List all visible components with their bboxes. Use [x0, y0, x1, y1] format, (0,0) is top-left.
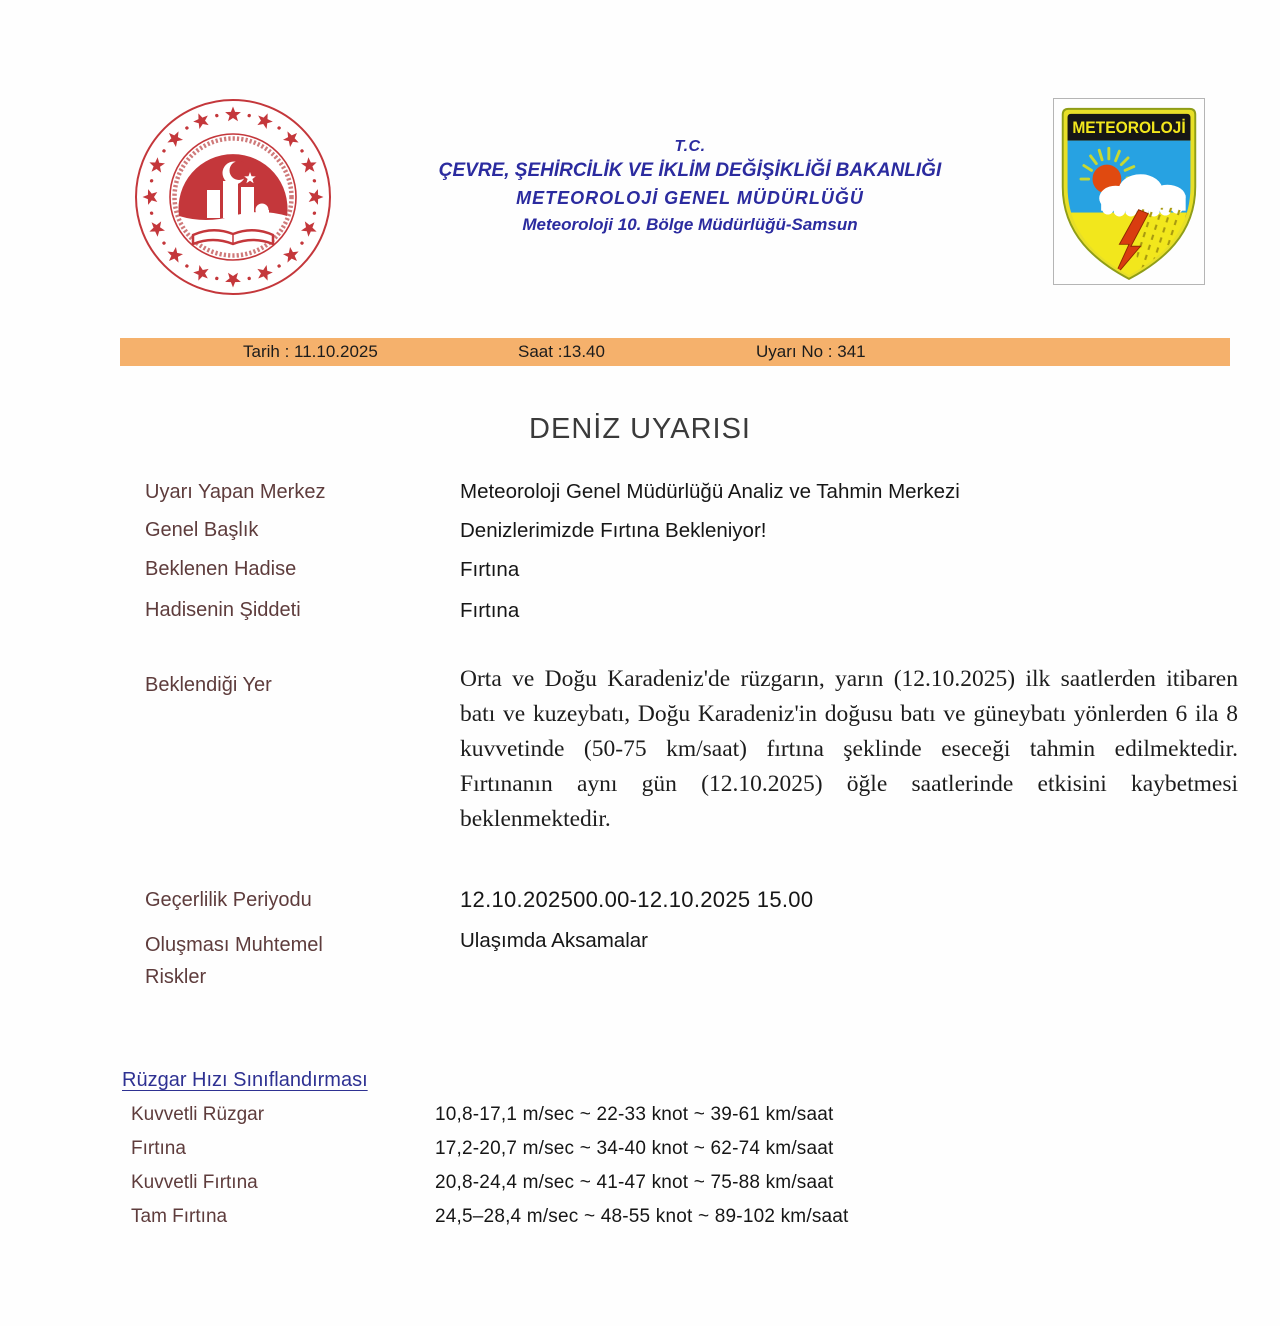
field-label-beklendigi-yer: Beklendiği Yer: [145, 674, 272, 696]
ministry-emblem-svg: [133, 97, 333, 297]
shield-title: METEOROLOJİ: [1072, 118, 1186, 137]
institution-header: [340, 136, 1040, 238]
field-label-beklenen-hadise: Beklenen Hadise: [145, 558, 297, 580]
info-bar: [120, 338, 1230, 366]
document-title: DENİZ UYARISI: [529, 413, 751, 445]
field-value-genel-baslik: Denizlerimizde Fırtına Bekleniyor!: [460, 519, 767, 542]
wind-row-value: 17,2-20,7 m/sec ~ 34-40 knot ~ 62-74 km/saat: [435, 1138, 834, 1159]
field-label-hadisenin-siddeti: Hadisenin Şiddeti: [145, 599, 301, 621]
field-value-hadisenin-siddeti: Fırtına: [460, 599, 520, 622]
field-label-olusmasi-muhtemel-riskler: Oluşması Muhtemel Riskler: [145, 934, 323, 988]
wind-row-value: 24,5–28,4 m/sec ~ 48-55 knot ~ 89-102 km/saat: [435, 1206, 849, 1227]
time-label: Saat :13.40: [518, 342, 605, 361]
wind-row-value: 20,8-24,4 m/sec ~ 41-47 knot ~ 75-88 km/saat: [435, 1172, 834, 1193]
meteoroloji-shield-icon: [1056, 102, 1202, 281]
ministry-emblem-icon: [133, 97, 333, 301]
wind-row-label: Kuvvetli Fırtına: [131, 1172, 258, 1193]
field-label-gecerlilik-periyodu: Geçerlilik Periyodu: [145, 889, 312, 911]
header-tc: T.C.: [674, 138, 706, 155]
wind-classification-title: Rüzgar Hızı Sınıflandırması: [122, 1069, 368, 1091]
header-regional-office: Meteoroloji 10. Bölge Müdürlüğü-Samsun: [522, 215, 858, 234]
wind-row-label: Tam Fırtına: [131, 1206, 228, 1227]
field-value-beklendigi-yer: Orta ve Doğu Karadeniz'de rüzgarın, yarın (12.10.2025) ilk saatlerden itibaren batı ve kuzeybatı, Doğu Karadeniz'in doğusu batı ve güneybatı yönlerden 6 ila 8 kuvvetinde (50-75 km/saat) fırtına şeklinde eseceği tahmin edilmektedir. Fırtınanın aynı gün (12.10.2025) öğle saatlerinde etkisini kaybetmesi beklenmektedir.: [460, 666, 1238, 832]
field-value-uyari-yapan-merkez: Meteoroloji Genel Müdürlüğü Analiz ve Tahmin Merkezi: [460, 480, 960, 503]
wind-row-label: Fırtına: [131, 1138, 186, 1159]
warning-number-label: Uyarı No : 341: [756, 342, 866, 361]
meteoroloji-logo-box: [1053, 98, 1205, 285]
field-value-beklenen-hadise: Fırtına: [460, 558, 520, 581]
wind-row-value: 10,8-17,1 m/sec ~ 22-33 knot ~ 39-61 km/saat: [435, 1104, 834, 1125]
field-label-uyari-yapan-merkez: Uyarı Yapan Merkez: [145, 481, 326, 503]
header-ministry: ÇEVRE, ŞEHİRCİLİK VE İKLİM DEĞİŞİKLİĞİ BAKANLIĞI: [438, 160, 942, 181]
field-value-gecerlilik-periyodu: 12.10.202500.00-12.10.2025 15.00: [460, 887, 814, 912]
wind-row-label: Kuvvetli Rüzgar: [131, 1104, 265, 1125]
header-directorate: METEOROLOJİ GENEL MÜDÜRLÜĞÜ: [516, 188, 864, 208]
date-label: Tarih : 11.10.2025: [243, 342, 378, 361]
field-value-olusmasi-muhtemel-riskler: Ulaşımda Aksamalar: [460, 929, 648, 952]
field-label-genel-baslik: Genel Başlık: [145, 519, 259, 541]
